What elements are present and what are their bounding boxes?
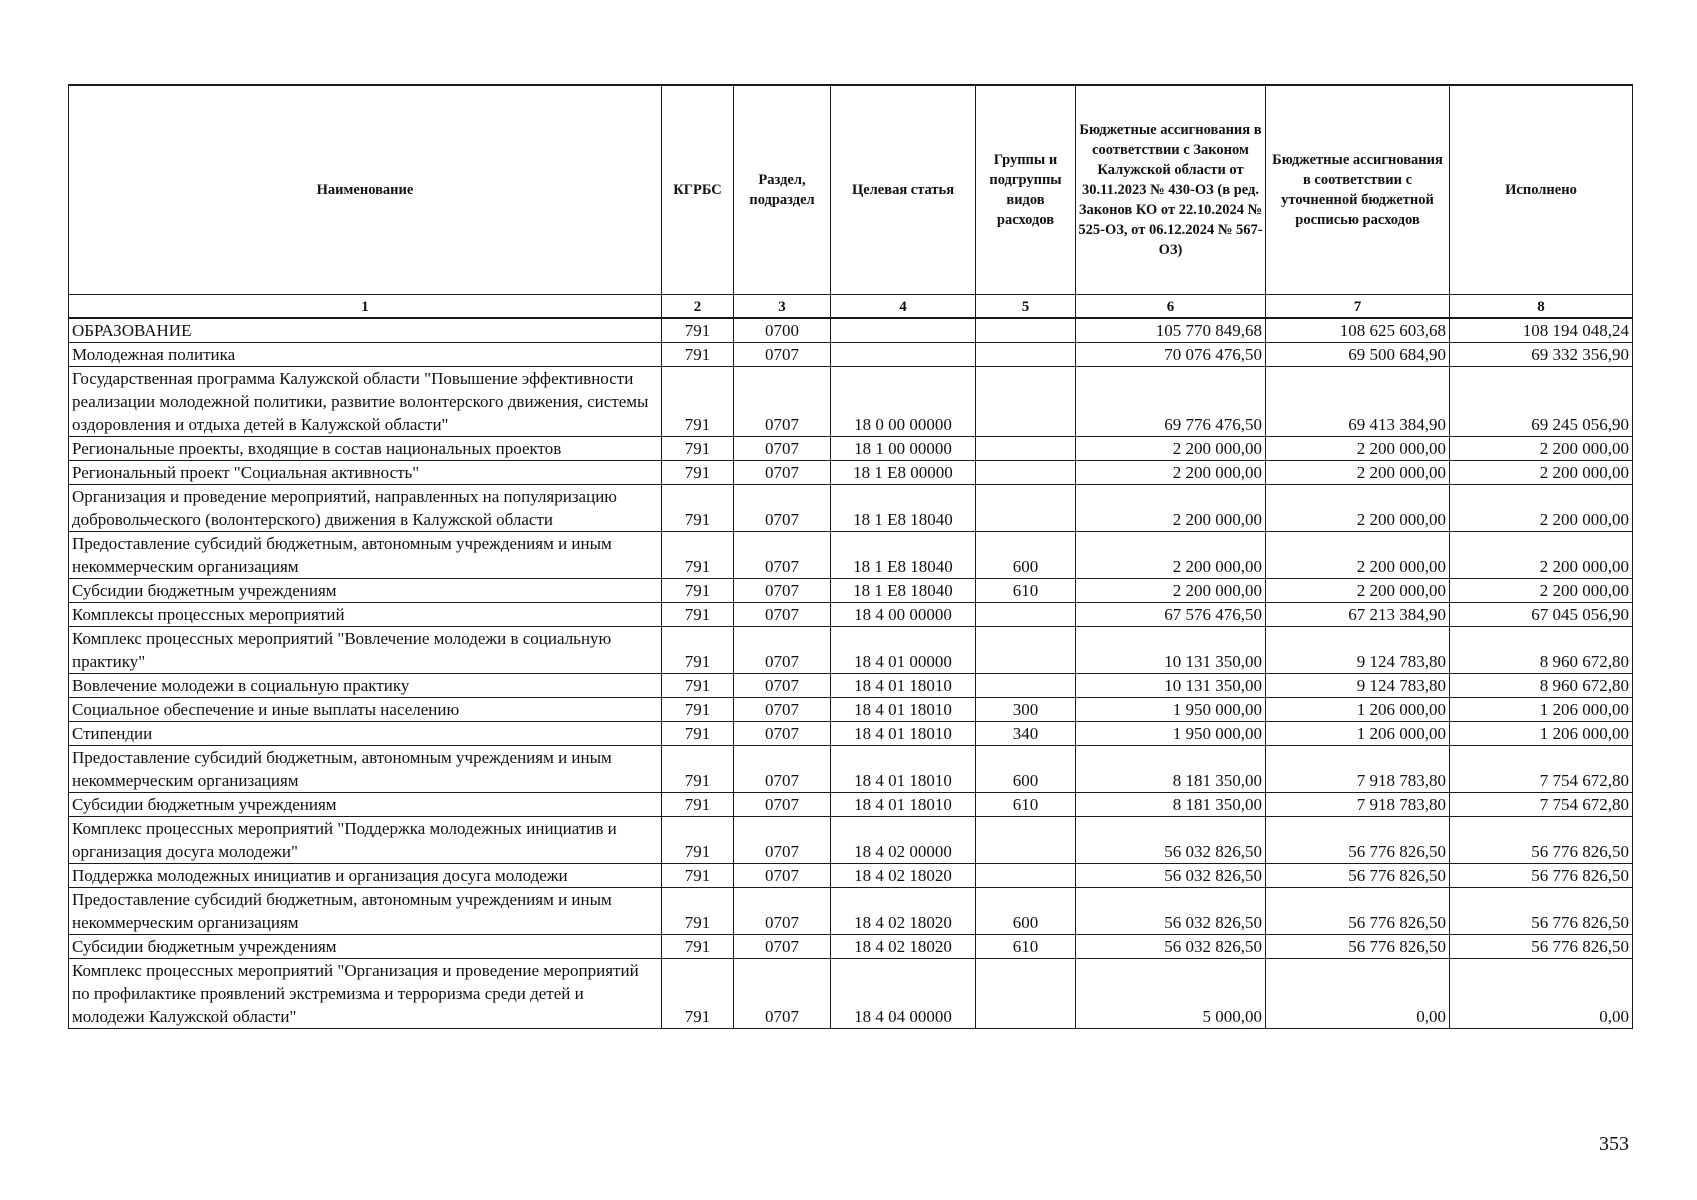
header-kgrbs: КГРБС xyxy=(662,85,734,295)
cell-section: 0707 xyxy=(734,935,831,959)
header-row xyxy=(69,85,1633,295)
cell-law-amount: 2 200 000,00 xyxy=(1076,437,1266,461)
cell-section: 0707 xyxy=(734,722,831,746)
header-groups: Группы и подгруппы видов расходов xyxy=(976,85,1076,295)
cell-kgrbs: 791 xyxy=(662,627,734,674)
cell-kgrbs: 791 xyxy=(662,674,734,698)
cell-refined-amount: 7 918 783,80 xyxy=(1266,746,1450,793)
cell-name: Региональные проекты, входящие в состав национальных проектов xyxy=(69,437,662,461)
cell-name: ОБРАЗОВАНИЕ xyxy=(69,318,662,343)
cell-target: 18 0 00 00000 xyxy=(831,367,976,437)
cell-executed-amount: 2 200 000,00 xyxy=(1450,437,1633,461)
header-section: Раздел, подраздел xyxy=(734,85,831,295)
cell-section: 0707 xyxy=(734,437,831,461)
cell-kgrbs: 791 xyxy=(662,343,734,367)
cell-law-amount: 10 131 350,00 xyxy=(1076,674,1266,698)
header-refined: Бюджетные ассигнования в соответствии с уточненной бюджетной росписью расходов xyxy=(1266,85,1450,295)
cell-target: 18 4 02 18020 xyxy=(831,935,976,959)
column-number: 8 xyxy=(1450,295,1633,319)
column-number: 3 xyxy=(734,295,831,319)
cell-group xyxy=(976,367,1076,437)
cell-kgrbs: 791 xyxy=(662,603,734,627)
cell-executed-amount: 56 776 826,50 xyxy=(1450,888,1633,935)
cell-executed-amount: 7 754 672,80 xyxy=(1450,746,1633,793)
table-row xyxy=(69,461,1633,485)
cell-name: Комплексы процессных мероприятий xyxy=(69,603,662,627)
table-row xyxy=(69,579,1633,603)
table-row xyxy=(69,318,1633,343)
cell-target xyxy=(831,318,976,343)
cell-target: 18 4 00 00000 xyxy=(831,603,976,627)
cell-target: 18 4 01 00000 xyxy=(831,627,976,674)
cell-name: Предоставление субсидий бюджетным, автономным учреждениям и иным некоммерческим организациям xyxy=(69,532,662,579)
cell-law-amount: 1 950 000,00 xyxy=(1076,722,1266,746)
column-number: 5 xyxy=(976,295,1076,319)
cell-name: Стипендии xyxy=(69,722,662,746)
table-row xyxy=(69,627,1633,674)
table-row xyxy=(69,959,1633,1029)
cell-law-amount: 2 200 000,00 xyxy=(1076,579,1266,603)
cell-refined-amount: 2 200 000,00 xyxy=(1266,485,1450,532)
column-number: 4 xyxy=(831,295,976,319)
cell-name: Региональный проект "Социальная активность" xyxy=(69,461,662,485)
cell-kgrbs: 791 xyxy=(662,935,734,959)
cell-group xyxy=(976,318,1076,343)
table-row xyxy=(69,674,1633,698)
cell-group: 600 xyxy=(976,532,1076,579)
cell-law-amount: 56 032 826,50 xyxy=(1076,888,1266,935)
cell-refined-amount: 2 200 000,00 xyxy=(1266,579,1450,603)
cell-executed-amount: 8 960 672,80 xyxy=(1450,674,1633,698)
cell-refined-amount: 56 776 826,50 xyxy=(1266,935,1450,959)
cell-target: 18 1 E8 18040 xyxy=(831,532,976,579)
cell-section: 0707 xyxy=(734,461,831,485)
cell-refined-amount: 2 200 000,00 xyxy=(1266,461,1450,485)
cell-name: Субсидии бюджетным учреждениям xyxy=(69,793,662,817)
cell-section: 0707 xyxy=(734,603,831,627)
cell-law-amount: 70 076 476,50 xyxy=(1076,343,1266,367)
cell-kgrbs: 791 xyxy=(662,318,734,343)
table-row xyxy=(69,485,1633,532)
cell-target: 18 1 E8 00000 xyxy=(831,461,976,485)
cell-refined-amount: 2 200 000,00 xyxy=(1266,532,1450,579)
cell-section: 0707 xyxy=(734,343,831,367)
table-row xyxy=(69,532,1633,579)
cell-group xyxy=(976,437,1076,461)
cell-target xyxy=(831,343,976,367)
cell-group xyxy=(976,674,1076,698)
cell-executed-amount: 67 045 056,90 xyxy=(1450,603,1633,627)
cell-target: 18 4 02 00000 xyxy=(831,817,976,864)
table-row xyxy=(69,793,1633,817)
cell-kgrbs: 791 xyxy=(662,722,734,746)
cell-executed-amount: 1 206 000,00 xyxy=(1450,722,1633,746)
cell-refined-amount: 69 413 384,90 xyxy=(1266,367,1450,437)
cell-kgrbs: 791 xyxy=(662,817,734,864)
cell-refined-amount: 108 625 603,68 xyxy=(1266,318,1450,343)
cell-law-amount: 105 770 849,68 xyxy=(1076,318,1266,343)
table-row xyxy=(69,722,1633,746)
cell-name: Государственная программа Калужской области "Повышение эффективности реализации молодежной политики, развитие волонтерского движения, системы оздоровления и отдыха детей в Калужской области" xyxy=(69,367,662,437)
column-number: 2 xyxy=(662,295,734,319)
cell-target: 18 4 01 18010 xyxy=(831,746,976,793)
cell-refined-amount: 56 776 826,50 xyxy=(1266,817,1450,864)
cell-group: 340 xyxy=(976,722,1076,746)
cell-name: Комплекс процессных мероприятий "Вовлечение молодежи в социальную практику" xyxy=(69,627,662,674)
cell-section: 0700 xyxy=(734,318,831,343)
table-body xyxy=(69,318,1633,1029)
cell-section: 0707 xyxy=(734,888,831,935)
table-row xyxy=(69,935,1633,959)
cell-name: Субсидии бюджетным учреждениям xyxy=(69,935,662,959)
column-number: 1 xyxy=(69,295,662,319)
cell-executed-amount: 2 200 000,00 xyxy=(1450,532,1633,579)
table-row xyxy=(69,864,1633,888)
cell-group xyxy=(976,461,1076,485)
cell-executed-amount: 56 776 826,50 xyxy=(1450,864,1633,888)
cell-law-amount: 56 032 826,50 xyxy=(1076,935,1266,959)
cell-target: 18 1 E8 18040 xyxy=(831,485,976,532)
cell-target: 18 4 01 18010 xyxy=(831,793,976,817)
cell-section: 0707 xyxy=(734,698,831,722)
cell-group: 300 xyxy=(976,698,1076,722)
cell-executed-amount: 56 776 826,50 xyxy=(1450,817,1633,864)
cell-target: 18 4 01 18010 xyxy=(831,698,976,722)
cell-section: 0707 xyxy=(734,674,831,698)
cell-kgrbs: 791 xyxy=(662,437,734,461)
cell-refined-amount: 56 776 826,50 xyxy=(1266,888,1450,935)
cell-law-amount: 2 200 000,00 xyxy=(1076,532,1266,579)
cell-kgrbs: 791 xyxy=(662,959,734,1029)
cell-law-amount: 8 181 350,00 xyxy=(1076,793,1266,817)
table-row xyxy=(69,888,1633,935)
cell-section: 0707 xyxy=(734,793,831,817)
budget-table xyxy=(68,84,1633,1029)
cell-section: 0707 xyxy=(734,746,831,793)
cell-refined-amount: 67 213 384,90 xyxy=(1266,603,1450,627)
cell-law-amount: 2 200 000,00 xyxy=(1076,485,1266,532)
column-number-row xyxy=(69,295,1633,319)
cell-executed-amount: 2 200 000,00 xyxy=(1450,461,1633,485)
cell-section: 0707 xyxy=(734,367,831,437)
cell-executed-amount: 69 332 356,90 xyxy=(1450,343,1633,367)
cell-kgrbs: 791 xyxy=(662,367,734,437)
cell-refined-amount: 69 500 684,90 xyxy=(1266,343,1450,367)
cell-refined-amount: 9 124 783,80 xyxy=(1266,627,1450,674)
cell-name: Молодежная политика xyxy=(69,343,662,367)
cell-refined-amount: 1 206 000,00 xyxy=(1266,698,1450,722)
cell-executed-amount: 56 776 826,50 xyxy=(1450,935,1633,959)
cell-section: 0707 xyxy=(734,532,831,579)
cell-kgrbs: 791 xyxy=(662,698,734,722)
cell-law-amount: 8 181 350,00 xyxy=(1076,746,1266,793)
cell-law-amount: 56 032 826,50 xyxy=(1076,817,1266,864)
cell-executed-amount: 0,00 xyxy=(1450,959,1633,1029)
header-executed: Исполнено xyxy=(1450,85,1633,295)
cell-name: Предоставление субсидий бюджетным, автономным учреждениям и иным некоммерческим организациям xyxy=(69,888,662,935)
cell-executed-amount: 2 200 000,00 xyxy=(1450,579,1633,603)
cell-name: Поддержка молодежных инициатив и организация досуга молодежи xyxy=(69,864,662,888)
cell-kgrbs: 791 xyxy=(662,485,734,532)
column-number: 6 xyxy=(1076,295,1266,319)
cell-kgrbs: 791 xyxy=(662,793,734,817)
cell-group: 610 xyxy=(976,579,1076,603)
cell-name: Комплекс процессных мероприятий "Организация и проведение мероприятий по профилактике проявлений экстремизма и терроризма среди детей и молодежи Калужской области" xyxy=(69,959,662,1029)
cell-kgrbs: 791 xyxy=(662,461,734,485)
cell-law-amount: 1 950 000,00 xyxy=(1076,698,1266,722)
cell-refined-amount: 7 918 783,80 xyxy=(1266,793,1450,817)
table-row xyxy=(69,603,1633,627)
cell-law-amount: 5 000,00 xyxy=(1076,959,1266,1029)
header-name: Наименование xyxy=(69,85,662,295)
cell-group xyxy=(976,864,1076,888)
cell-target: 18 1 00 00000 xyxy=(831,437,976,461)
cell-law-amount: 69 776 476,50 xyxy=(1076,367,1266,437)
cell-group: 600 xyxy=(976,746,1076,793)
cell-target: 18 4 04 00000 xyxy=(831,959,976,1029)
cell-target: 18 1 E8 18040 xyxy=(831,579,976,603)
cell-refined-amount: 1 206 000,00 xyxy=(1266,722,1450,746)
column-number: 7 xyxy=(1266,295,1450,319)
cell-section: 0707 xyxy=(734,627,831,674)
cell-executed-amount: 2 200 000,00 xyxy=(1450,485,1633,532)
page-number: 353 xyxy=(1599,1133,1629,1155)
cell-target: 18 4 01 18010 xyxy=(831,722,976,746)
cell-group: 610 xyxy=(976,793,1076,817)
cell-name: Комплекс процессных мероприятий "Поддержка молодежных инициатив и организация досуга молодежи" xyxy=(69,817,662,864)
cell-group xyxy=(976,603,1076,627)
cell-name: Предоставление субсидий бюджетным, автономным учреждениям и иным некоммерческим организациям xyxy=(69,746,662,793)
cell-law-amount: 67 576 476,50 xyxy=(1076,603,1266,627)
cell-group xyxy=(976,343,1076,367)
cell-refined-amount: 56 776 826,50 xyxy=(1266,864,1450,888)
cell-law-amount: 2 200 000,00 xyxy=(1076,461,1266,485)
cell-kgrbs: 791 xyxy=(662,888,734,935)
cell-name: Организация и проведение мероприятий, направленных на популяризацию добровольческого (волонтерского) движения в Калужской области xyxy=(69,485,662,532)
cell-target: 18 4 01 18010 xyxy=(831,674,976,698)
cell-executed-amount: 69 245 056,90 xyxy=(1450,367,1633,437)
table-row xyxy=(69,437,1633,461)
cell-target: 18 4 02 18020 xyxy=(831,864,976,888)
cell-kgrbs: 791 xyxy=(662,864,734,888)
cell-kgrbs: 791 xyxy=(662,746,734,793)
cell-section: 0707 xyxy=(734,817,831,864)
cell-group xyxy=(976,959,1076,1029)
cell-executed-amount: 1 206 000,00 xyxy=(1450,698,1633,722)
cell-group xyxy=(976,627,1076,674)
cell-refined-amount: 9 124 783,80 xyxy=(1266,674,1450,698)
cell-executed-amount: 8 960 672,80 xyxy=(1450,627,1633,674)
cell-executed-amount: 7 754 672,80 xyxy=(1450,793,1633,817)
cell-group xyxy=(976,817,1076,864)
cell-refined-amount: 2 200 000,00 xyxy=(1266,437,1450,461)
cell-section: 0707 xyxy=(734,864,831,888)
cell-group xyxy=(976,485,1076,532)
cell-law-amount: 10 131 350,00 xyxy=(1076,627,1266,674)
cell-target: 18 4 02 18020 xyxy=(831,888,976,935)
table-row xyxy=(69,698,1633,722)
cell-kgrbs: 791 xyxy=(662,579,734,603)
cell-executed-amount: 108 194 048,24 xyxy=(1450,318,1633,343)
table-row xyxy=(69,817,1633,864)
cell-refined-amount: 0,00 xyxy=(1266,959,1450,1029)
cell-section: 0707 xyxy=(734,959,831,1029)
cell-section: 0707 xyxy=(734,485,831,532)
cell-group: 610 xyxy=(976,935,1076,959)
table-row xyxy=(69,746,1633,793)
cell-name: Субсидии бюджетным учреждениям xyxy=(69,579,662,603)
header-target: Целевая статья xyxy=(831,85,976,295)
table-row xyxy=(69,367,1633,437)
cell-name: Вовлечение молодежи в социальную практику xyxy=(69,674,662,698)
cell-section: 0707 xyxy=(734,579,831,603)
cell-law-amount: 56 032 826,50 xyxy=(1076,864,1266,888)
cell-kgrbs: 791 xyxy=(662,532,734,579)
table-row xyxy=(69,343,1633,367)
cell-name: Социальное обеспечение и иные выплаты населению xyxy=(69,698,662,722)
cell-group: 600 xyxy=(976,888,1076,935)
header-law: Бюджетные ассигнования в соответствии с Законом Калужской области от 30.11.2023 № 430-ОЗ (в ред. Законов КО от 22.10.2024 № 525-ОЗ, от 06.12.2024 № 567-ОЗ) xyxy=(1076,85,1266,295)
